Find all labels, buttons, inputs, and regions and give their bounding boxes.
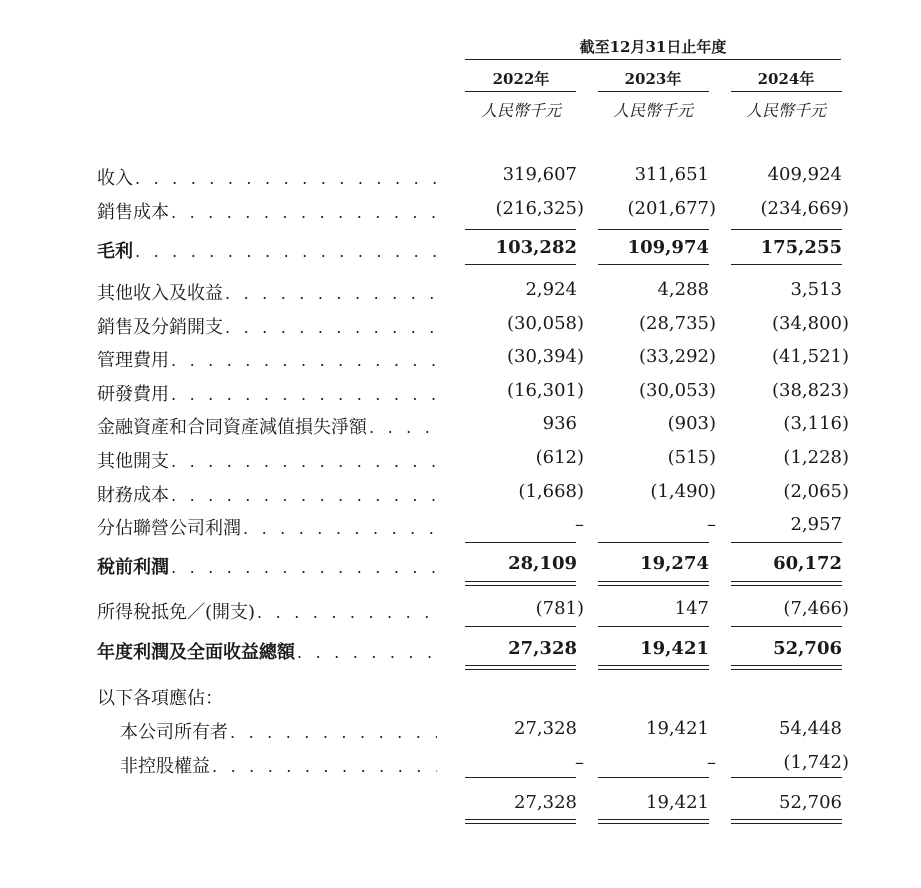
subtotal-rule	[465, 229, 576, 230]
value-2024: (1,742)	[783, 752, 849, 773]
value-2022: (30,058)	[506, 313, 584, 334]
value-2023: (1,490)	[650, 481, 716, 502]
currency-2024: 人民幣千元	[745, 101, 826, 120]
leader-dots	[169, 385, 437, 404]
year-rule-3	[731, 91, 842, 92]
row-other-income	[0, 279, 921, 309]
value-2024: (2,065)	[783, 481, 849, 502]
currency-2023: 人民幣千元	[612, 101, 693, 120]
row-label: 銷售及分銷開支	[97, 317, 223, 338]
subtotal-rule	[731, 665, 842, 666]
year-2023: 2023年	[624, 70, 682, 88]
subtotal-rule	[731, 585, 842, 586]
total-rule	[731, 823, 842, 824]
value-2024: 60,172	[773, 553, 842, 574]
header-rule	[465, 59, 841, 60]
row-profit-before-tax	[0, 553, 921, 583]
year-2022: 2022年	[492, 70, 550, 88]
leader-dots	[295, 643, 437, 662]
row-revenue	[0, 164, 921, 194]
value-2024: (234,669)	[760, 198, 849, 219]
leader-dots	[169, 558, 437, 577]
year-rule-2	[598, 91, 709, 92]
value-2023: (28,735)	[638, 313, 716, 334]
subtotal-rule	[465, 669, 576, 670]
leader-dots	[169, 486, 437, 505]
row-label: 年度利潤及全面收益總額	[97, 642, 295, 663]
subtotal-rule	[731, 264, 842, 265]
value-2024: (34,800)	[771, 313, 849, 334]
row-label: 研發費用	[97, 384, 169, 405]
year-rule-1	[465, 91, 576, 92]
row-admin-expenses	[0, 346, 921, 376]
row-selling-expenses	[0, 313, 921, 343]
row-rnd-expenses	[0, 380, 921, 410]
row-share-of-associates	[0, 514, 921, 544]
value-2024: 52,706	[779, 792, 842, 813]
subtotal-rule	[731, 542, 842, 543]
year-2024: 2024年	[757, 70, 815, 88]
value-2023: (30,053)	[638, 380, 716, 401]
value-2022: (16,301)	[506, 380, 584, 401]
subtotal-rule	[731, 581, 842, 582]
value-2023: 311,651	[634, 164, 709, 185]
value-2022: 103,282	[495, 237, 577, 258]
leader-dots	[255, 603, 437, 622]
value-2022: 319,607	[502, 164, 577, 185]
leader-dots	[169, 452, 437, 471]
value-2024: (3,116)	[783, 413, 849, 434]
subtotal-rule	[598, 626, 709, 627]
row-label: 銷售成本	[97, 202, 169, 223]
value-2022: (612)	[535, 447, 584, 468]
value-2024: 2,957	[790, 514, 842, 535]
row-label: 財務成本	[97, 485, 169, 506]
subtotal-rule	[598, 542, 709, 543]
subtotal-rule	[465, 581, 576, 582]
value-2024: (41,521)	[771, 346, 849, 367]
row-income-tax	[0, 598, 921, 628]
value-2022: –	[575, 752, 584, 773]
value-2023: (201,677)	[627, 198, 716, 219]
row-label: 以下各項應佔：	[97, 688, 223, 709]
row-total	[0, 792, 921, 822]
value-2024: (38,823)	[771, 380, 849, 401]
value-2022: 936	[542, 413, 577, 434]
row-label: 毛利	[97, 241, 133, 262]
value-2022: 28,109	[508, 553, 577, 574]
row-label: 金融資產和合同資產減值損失淨額	[97, 417, 367, 438]
total-rule	[465, 823, 576, 824]
leader-dots	[210, 757, 437, 776]
row-label: 稅前利潤	[97, 557, 169, 578]
value-2023: 109,974	[627, 237, 709, 258]
value-2023: 19,421	[646, 792, 709, 813]
row-impairment	[0, 413, 921, 443]
row-label: 所得稅抵免／(開支)	[97, 602, 256, 623]
leader-dots	[169, 203, 437, 222]
row-cost-of-sales	[0, 198, 921, 228]
row-attributable-heading	[0, 684, 921, 714]
value-2023: (33,292)	[638, 346, 716, 367]
subtotal-rule	[598, 777, 709, 778]
value-2023: 19,421	[646, 718, 709, 739]
subtotal-rule	[465, 585, 576, 586]
value-2023: –	[707, 752, 716, 773]
row-label: 其他收入及收益	[97, 283, 223, 304]
subtotal-rule	[465, 665, 576, 666]
leader-dots	[367, 418, 437, 437]
leader-dots	[241, 519, 437, 538]
subtotal-rule	[731, 626, 842, 627]
total-rule	[731, 819, 842, 820]
value-2024: 3,513	[790, 279, 842, 300]
leader-dots	[223, 318, 437, 337]
row-profit-for-year	[0, 638, 921, 668]
value-2022: (1,668)	[518, 481, 584, 502]
row-finance-costs	[0, 481, 921, 511]
subtotal-rule	[598, 665, 709, 666]
row-owners	[0, 718, 921, 748]
value-2024: (1,228)	[783, 447, 849, 468]
row-label: 分佔聯營公司利潤	[97, 518, 241, 539]
row-label: 管理費用	[97, 350, 169, 371]
total-rule	[465, 819, 576, 820]
value-2023: (515)	[667, 447, 716, 468]
subtotal-rule	[598, 229, 709, 230]
value-2022: –	[575, 514, 584, 535]
value-2024: 54,448	[779, 718, 842, 739]
value-2023: 147	[674, 598, 709, 619]
row-other-expenses	[0, 447, 921, 477]
value-2023: (903)	[667, 413, 716, 434]
value-2022: 27,328	[514, 792, 577, 813]
value-2022: 2,924	[525, 279, 577, 300]
subtotal-rule	[731, 669, 842, 670]
value-2022: (30,394)	[506, 346, 584, 367]
leader-dots	[133, 242, 437, 261]
leader-dots	[228, 723, 437, 742]
row-label: 其他開支	[97, 451, 169, 472]
value-2022: 27,328	[514, 718, 577, 739]
subtotal-rule	[465, 542, 576, 543]
value-2023: –	[707, 514, 716, 535]
value-2023: 19,274	[640, 553, 709, 574]
subtotal-rule	[598, 264, 709, 265]
value-2024: 409,924	[767, 164, 842, 185]
value-2023: 4,288	[657, 279, 709, 300]
value-2024: 175,255	[760, 237, 842, 258]
currency-2022: 人民幣千元	[480, 101, 561, 120]
value-2022: 27,328	[508, 638, 577, 659]
period-heading: 截至12月31日止年度	[579, 38, 727, 56]
value-2024: (7,466)	[783, 598, 849, 619]
subtotal-rule	[465, 626, 576, 627]
value-2023: 19,421	[640, 638, 709, 659]
value-2022: (781)	[535, 598, 584, 619]
row-label: 非控股權益	[120, 756, 210, 777]
subtotal-rule	[598, 581, 709, 582]
leader-dots	[169, 351, 437, 370]
total-rule	[598, 823, 709, 824]
row-label: 收入	[97, 168, 133, 189]
row-gross-profit	[0, 237, 921, 267]
leader-dots	[133, 169, 437, 188]
value-2022: (216,325)	[495, 198, 584, 219]
total-rule	[598, 819, 709, 820]
subtotal-rule	[731, 229, 842, 230]
subtotal-rule	[731, 777, 842, 778]
subtotal-rule	[465, 777, 576, 778]
leader-dots	[223, 284, 437, 303]
subtotal-rule	[598, 669, 709, 670]
value-2024: 52,706	[773, 638, 842, 659]
row-label: 本公司所有者	[120, 722, 228, 743]
subtotal-rule	[465, 264, 576, 265]
subtotal-rule	[598, 585, 709, 586]
